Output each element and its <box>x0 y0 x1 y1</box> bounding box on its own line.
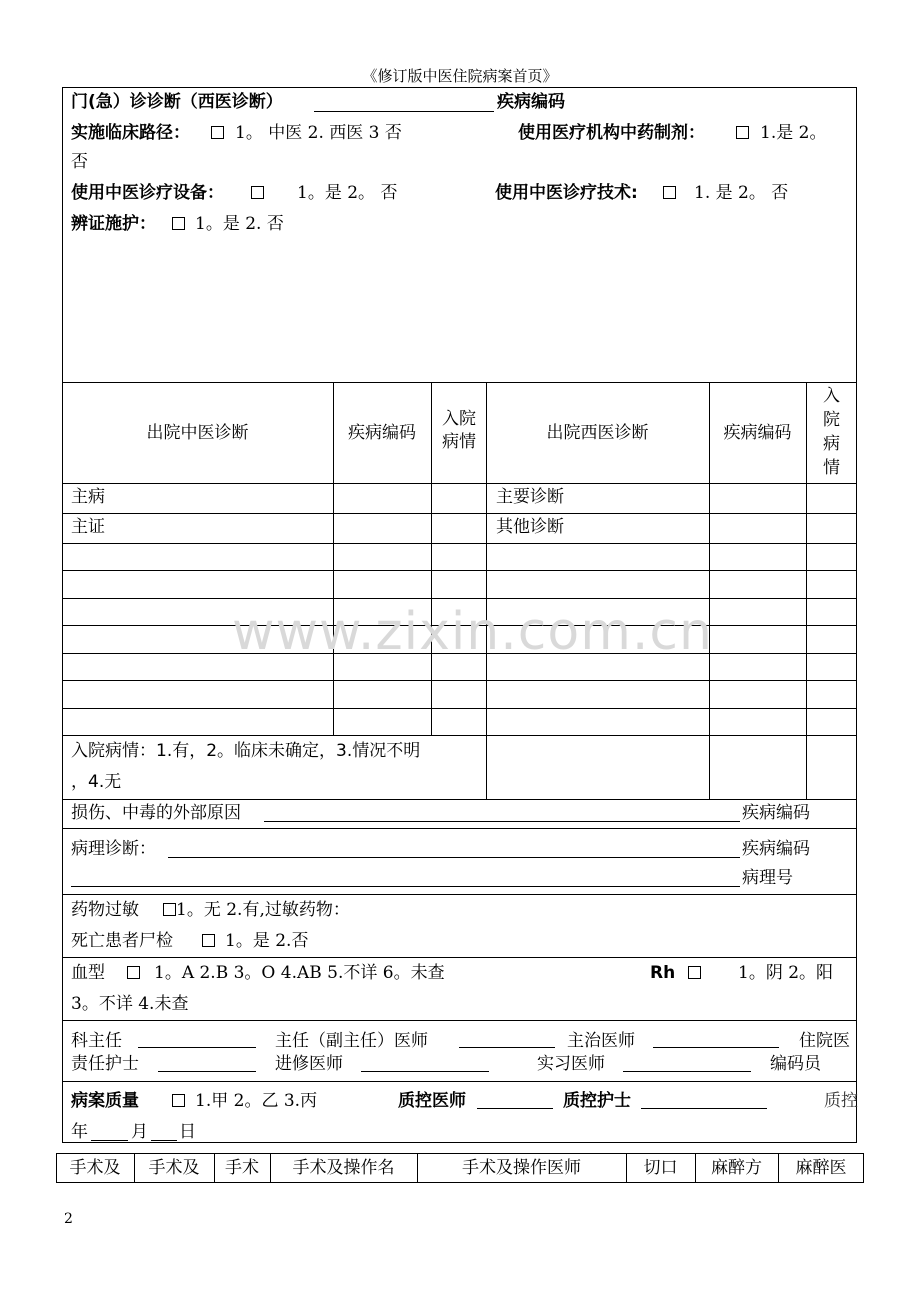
fellow-doctor-field[interactable] <box>361 1071 489 1072</box>
attending-doctor-label: 主治医师 <box>567 1031 635 1051</box>
row-other-diagnosis: 其他诊断 <box>496 517 564 537</box>
col-admit-condition-2: 入 院 病 情 <box>823 386 840 478</box>
outpatient-code-label: 疾病编码 <box>497 92 565 112</box>
allergy-options: 1。无 2.有,过敏药物： <box>176 900 350 920</box>
fellow-doctor-label: 进修医师 <box>275 1054 343 1074</box>
rh-options: 1。阴 2。阳 <box>738 963 834 983</box>
injury-field[interactable] <box>264 821 740 822</box>
quality-checkbox[interactable] <box>172 1094 185 1107</box>
surgery-col-anesthesia: 麻醉方 <box>711 1158 762 1178</box>
autopsy-checkbox[interactable] <box>202 934 215 947</box>
nursing-options: 1。是 2. 否 <box>195 214 284 234</box>
pathology-number-label: 病理号 <box>742 868 793 888</box>
tcm-tech-options: 1. 是 2。 否 <box>694 183 789 203</box>
qc-month-label: 月 <box>131 1122 148 1142</box>
inst-prep-label: 使用医疗机构中药制剂： <box>518 123 705 143</box>
outpatient-diagnosis-field[interactable] <box>314 111 494 112</box>
pathology-label: 病理诊断： <box>71 839 156 859</box>
blood-type-options: 1。A 2.B 3。O 4.AB 5.不详 6。未查 <box>154 963 445 983</box>
tcm-tech-label: 使用中医诊疗技术: <box>495 183 638 203</box>
intern-doctor-field[interactable] <box>623 1071 751 1072</box>
surgery-col-name: 手术及操作名 <box>292 1158 395 1178</box>
rh-options-wrap: 3。不详 4.未查 <box>71 994 189 1014</box>
document-title: 《修订版中医住院病案首页》 <box>362 67 558 85</box>
blood-type-label: 血型 <box>71 963 105 983</box>
tcm-tech-checkbox[interactable] <box>663 186 676 199</box>
admit-legend-line1: 入院病情：1.有，2。临床未确定，3.情况不明 <box>71 741 421 761</box>
director-label: 科主任 <box>71 1031 122 1051</box>
qc-date-label: 质控 <box>824 1091 858 1111</box>
surgery-col-incision: 切口 <box>643 1158 678 1178</box>
col-western-diagnosis: 出院西医诊断 <box>546 423 649 443</box>
col-tcm-diagnosis: 出院中医诊断 <box>146 423 249 443</box>
qc-doctor-field[interactable] <box>477 1108 553 1109</box>
attending-doctor-field[interactable] <box>653 1047 779 1048</box>
qc-nurse-label: 质控护士 <box>563 1091 631 1111</box>
qc-day-label: 日 <box>179 1122 196 1142</box>
qc-year-field[interactable] <box>91 1140 128 1141</box>
quality-label: 病案质量 <box>71 1091 139 1111</box>
page-number: 2 <box>64 1211 73 1227</box>
surgery-col-3: 手术 <box>225 1158 259 1178</box>
blood-type-checkbox[interactable] <box>127 966 140 979</box>
qc-nurse-field[interactable] <box>641 1108 767 1109</box>
coder-label: 编码员 <box>770 1054 821 1074</box>
pathology-field-2[interactable] <box>71 886 740 887</box>
surgery-col-anesthetist: 麻醉医 <box>795 1158 847 1178</box>
nursing-label: 辨证施护： <box>71 214 156 234</box>
chief-doctor-label: 主任（副主任）医师 <box>275 1031 428 1051</box>
row-main-disease: 主病 <box>71 487 105 507</box>
intern-doctor-label: 实习医师 <box>537 1054 605 1074</box>
quality-options: 1.甲 2。乙 3.丙 <box>195 1091 318 1111</box>
injury-code-label: 疾病编码 <box>742 803 810 823</box>
director-field[interactable] <box>138 1047 256 1048</box>
watermark: www.zixin.com.cn <box>232 602 713 662</box>
tcm-device-checkbox[interactable] <box>251 186 264 199</box>
col-western-code: 疾病编码 <box>723 423 792 443</box>
clinical-path-label: 实施临床路径： <box>71 123 190 143</box>
inst-prep-checkbox[interactable] <box>736 126 749 139</box>
injury-label: 损伤、中毒的外部原因 <box>71 803 241 823</box>
tcm-device-label: 使用中医诊疗设备： <box>71 183 224 203</box>
clinical-path-checkbox[interactable] <box>211 126 224 139</box>
surgery-col-doctor: 手术及操作医师 <box>462 1158 581 1178</box>
table-top-line <box>62 382 857 383</box>
inst-prep-options: 1.是 2。 <box>760 123 827 143</box>
col-admit-condition: 入院病情 <box>442 409 476 452</box>
col-tcm-code: 疾病编码 <box>348 423 416 443</box>
row-main-syndrome: 主证 <box>71 517 105 537</box>
allergy-checkbox[interactable] <box>163 903 176 916</box>
autopsy-label: 死亡患者尸检 <box>71 931 173 951</box>
clinical-path-options: 1。 中医 2. 西医 3 否 <box>235 123 402 143</box>
autopsy-options: 1。是 2.否 <box>225 931 309 951</box>
rh-checkbox[interactable] <box>688 966 701 979</box>
rh-label: Rh <box>650 963 676 983</box>
resident-doctor-label: 住院医 <box>799 1031 850 1051</box>
surgery-col-1: 手术及 <box>69 1158 121 1178</box>
qc-month-field[interactable] <box>151 1140 177 1141</box>
qc-year-label: 年 <box>71 1122 88 1142</box>
outpatient-diagnosis-label: 门(急）诊诊断（西医诊断） <box>71 92 283 112</box>
pathology-field[interactable] <box>168 857 740 858</box>
nurse-label: 责任护士 <box>71 1054 139 1074</box>
surgery-col-2: 手术及 <box>148 1158 200 1178</box>
allergy-label: 药物过敏 <box>71 900 139 920</box>
qc-doctor-label: 质控医师 <box>398 1091 466 1111</box>
nursing-checkbox[interactable] <box>172 217 185 230</box>
admit-legend-line2: ，4.无 <box>71 772 122 792</box>
row-main-diagnosis: 主要诊断 <box>496 487 564 507</box>
pathology-code-label: 疾病编码 <box>742 839 810 859</box>
tcm-device-options: 1。是 2。 否 <box>297 183 398 203</box>
chief-doctor-field[interactable] <box>459 1047 555 1048</box>
inst-prep-wrap: 否 <box>71 152 88 172</box>
nurse-field[interactable] <box>158 1071 256 1072</box>
